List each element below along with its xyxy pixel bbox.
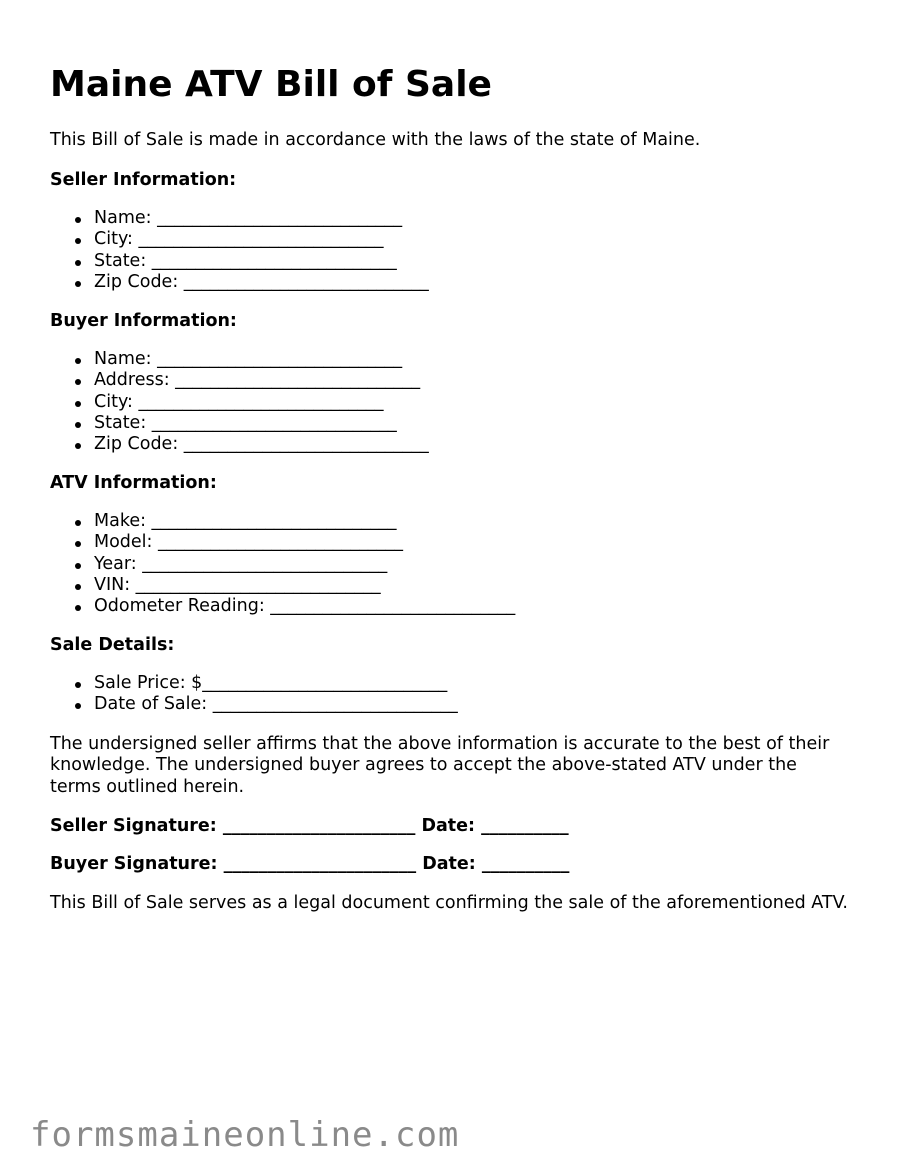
bullet-icon — [75, 584, 81, 590]
sale-date-field: Date of Sale: ____________________________ — [50, 694, 458, 715]
bullet-icon — [75, 238, 81, 244]
seller-city-field: City: ____________________________ — [50, 229, 429, 250]
atv-field-list — [50, 511, 515, 617]
sale-field-list — [50, 673, 458, 716]
sale-price-field: Sale Price: $____________________________ — [50, 673, 458, 694]
seller-signature-line: Seller Signature: ______________________ Date: __________ — [50, 816, 569, 836]
atv-year-field: Year: ____________________________ — [50, 554, 515, 575]
bullet-icon — [75, 260, 81, 266]
affirmation-paragraph: The undersigned seller affirms that the above information is accurate to the best of their knowledge. The undersigned buyer agrees to accept the above-stated ATV under the terms outlined herein. — [50, 734, 830, 797]
seller-zip-field: Zip Code: ____________________________ — [50, 272, 429, 293]
bullet-icon — [75, 422, 81, 428]
document-title: Maine ATV Bill of Sale — [50, 64, 492, 105]
bullet-icon — [75, 379, 81, 385]
bullet-icon — [75, 541, 81, 547]
atv-make-field: Make: ____________________________ — [50, 511, 515, 532]
buyer-signature-line: Buyer Signature: ______________________ Date: __________ — [50, 854, 570, 874]
buyer-field-list — [50, 349, 429, 455]
seller-heading: Seller Information: — [50, 170, 237, 190]
atv-model-field: Model: ____________________________ — [50, 532, 515, 553]
seller-name-field: Name: ____________________________ — [50, 208, 429, 229]
atv-heading: ATV Information: — [50, 473, 217, 493]
atv-odometer-field: Odometer Reading: ____________________________ — [50, 596, 515, 617]
bullet-icon — [75, 703, 81, 709]
bullet-icon — [75, 217, 81, 223]
bullet-icon — [75, 520, 81, 526]
bullet-icon — [75, 682, 81, 688]
buyer-heading: Buyer Information: — [50, 311, 237, 331]
buyer-address-field: Address: ____________________________ — [50, 370, 429, 391]
sale-heading: Sale Details: — [50, 635, 175, 655]
buyer-state-field: State: ____________________________ — [50, 413, 429, 434]
intro-paragraph: This Bill of Sale is made in accordance with the laws of the state of Maine. — [50, 130, 701, 150]
buyer-city-field: City: ____________________________ — [50, 392, 429, 413]
seller-state-field: State: ____________________________ — [50, 251, 429, 272]
bullet-icon — [75, 281, 81, 287]
bullet-icon — [75, 401, 81, 407]
bullet-icon — [75, 358, 81, 364]
watermark-text: formsmaineonline.com — [30, 1115, 460, 1155]
bullet-icon — [75, 443, 81, 449]
bullet-icon — [75, 563, 81, 569]
bullet-icon — [75, 605, 81, 611]
atv-vin-field: VIN: ____________________________ — [50, 575, 515, 596]
closing-paragraph: This Bill of Sale serves as a legal document confirming the sale of the aforementioned ATV. — [50, 893, 848, 913]
seller-field-list — [50, 208, 429, 293]
buyer-name-field: Name: ____________________________ — [50, 349, 429, 370]
buyer-zip-field: Zip Code: ____________________________ — [50, 434, 429, 455]
